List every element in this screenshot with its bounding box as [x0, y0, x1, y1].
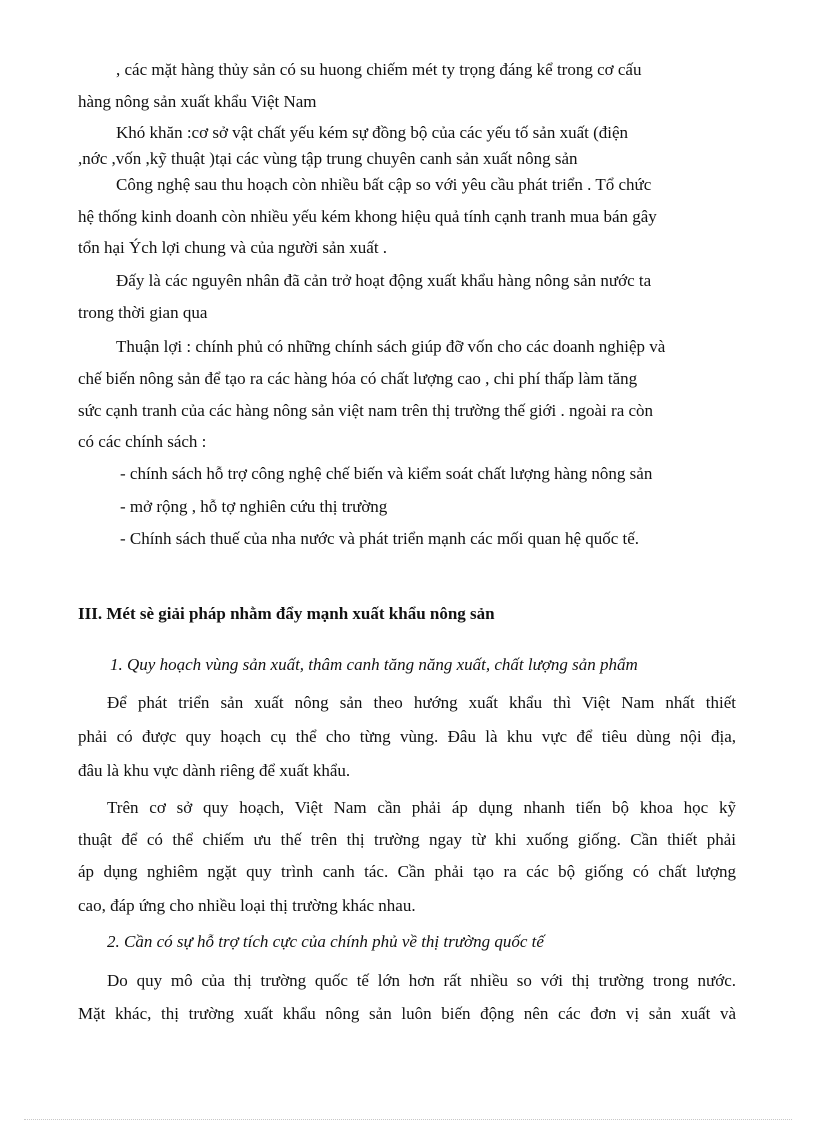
text-line: Để phát triển sản xuất nông sản theo hướng xuất khẩu thì Việt Nam nhất thiết: [107, 693, 736, 712]
text-line: phải có được quy hoạch cụ thể cho từng vùng. Đâu là khu vực để tiêu dùng nội địa,: [78, 727, 736, 746]
bullet-item: - Chính sách thuế của nha nước và phát triển mạnh các mối quan hệ quốc tế.: [120, 529, 640, 548]
text-line: hàng nông sản xuất khẩu Việt Nam: [78, 92, 317, 111]
text-line: chế biến nông sản để tạo ra các hàng hóa có chất lượng cao , chi phí thấp làm tăng: [78, 369, 638, 388]
text-line: thuật để có thể chiếm ưu thế trên thị trường ngay từ khi xuống giống. Cần thiết phải: [78, 830, 736, 849]
bullet-item: - chính sách hỗ trợ công nghệ chế biến và kiểm soát chất lượng hàng nông sản: [120, 464, 653, 483]
text-line: Đấy là các nguyên nhân đã cản trở hoạt động xuất khẩu hàng nông sản nước ta: [116, 271, 652, 290]
text-line: cao, đáp ứng cho nhiều loại thị trường khác nhau.: [78, 896, 416, 915]
text-line: Công nghệ sau thu hoạch còn nhiều bất cập so với yêu cầu phát triển . Tổ chức: [116, 175, 652, 194]
text-line: trong thời gian qua: [78, 303, 208, 322]
subsection-heading: 1. Quy hoạch vùng sản xuất, thâm canh tăng năng xuất, chất lượng sản phẩm: [110, 655, 638, 674]
text-line: hệ thống kinh doanh còn nhiều yếu kém khong hiệu quả tính cạnh tranh mua bán gây: [78, 207, 657, 226]
text-line: Khó khăn :cơ sở vật chất yếu kém sự đồng bộ của các yếu tố sản xuất (điện: [116, 123, 629, 142]
text-line: đâu là khu vực dành riêng để xuất khẩu.: [78, 761, 351, 780]
text-line: Trên cơ sở quy hoạch, Việt Nam cần phải áp dụng nhanh tiến bộ khoa học kỹ: [107, 798, 736, 817]
section-heading: III. Mét sè giải pháp nhằm đẩy mạnh xuất khẩu nông sản: [78, 604, 495, 623]
text-line: tổn hại Ých lợi chung và của người sản xuất .: [78, 238, 388, 257]
text-line: ,nớc ,vốn ,kỹ thuật )tại các vùng tập trung chuyên canh sản xuất nông sản: [78, 149, 578, 168]
text-line: sức cạnh tranh của các hàng nông sản việt nam trên thị trường thế giới . ngoài ra còn: [78, 401, 654, 420]
bullet-item: - mở rộng , hỗ tợ nghiên cứu thị trường: [120, 497, 388, 516]
page-bottom-rule: [24, 1119, 792, 1120]
text-line: áp dụng nghiêm ngặt quy trình canh tác. Cần phải tạo ra các bộ giống có chất lượng: [78, 862, 736, 881]
text-line: Mặt khác, thị trường xuất khẩu nông sản luôn biến động nên các đơn vị sản xuất và: [78, 1004, 736, 1023]
text-line: Do quy mô của thị trường quốc tế lớn hơn rất nhiều so với thị trường trong nước.: [107, 971, 736, 990]
text-line: có các chính sách :: [78, 432, 207, 451]
subsection-heading: 2. Cần có sự hỗ trợ tích cực của chính phủ về thị trường quốc tế: [107, 932, 544, 951]
text-line: Thuận lợi : chính phủ có những chính sách giúp đỡ vốn cho các doanh nghiệp và: [116, 337, 666, 356]
text-line: , các mặt hàng thủy sản có su huong chiếm mét ty trọng đáng kể trong cơ cấu: [116, 60, 642, 79]
